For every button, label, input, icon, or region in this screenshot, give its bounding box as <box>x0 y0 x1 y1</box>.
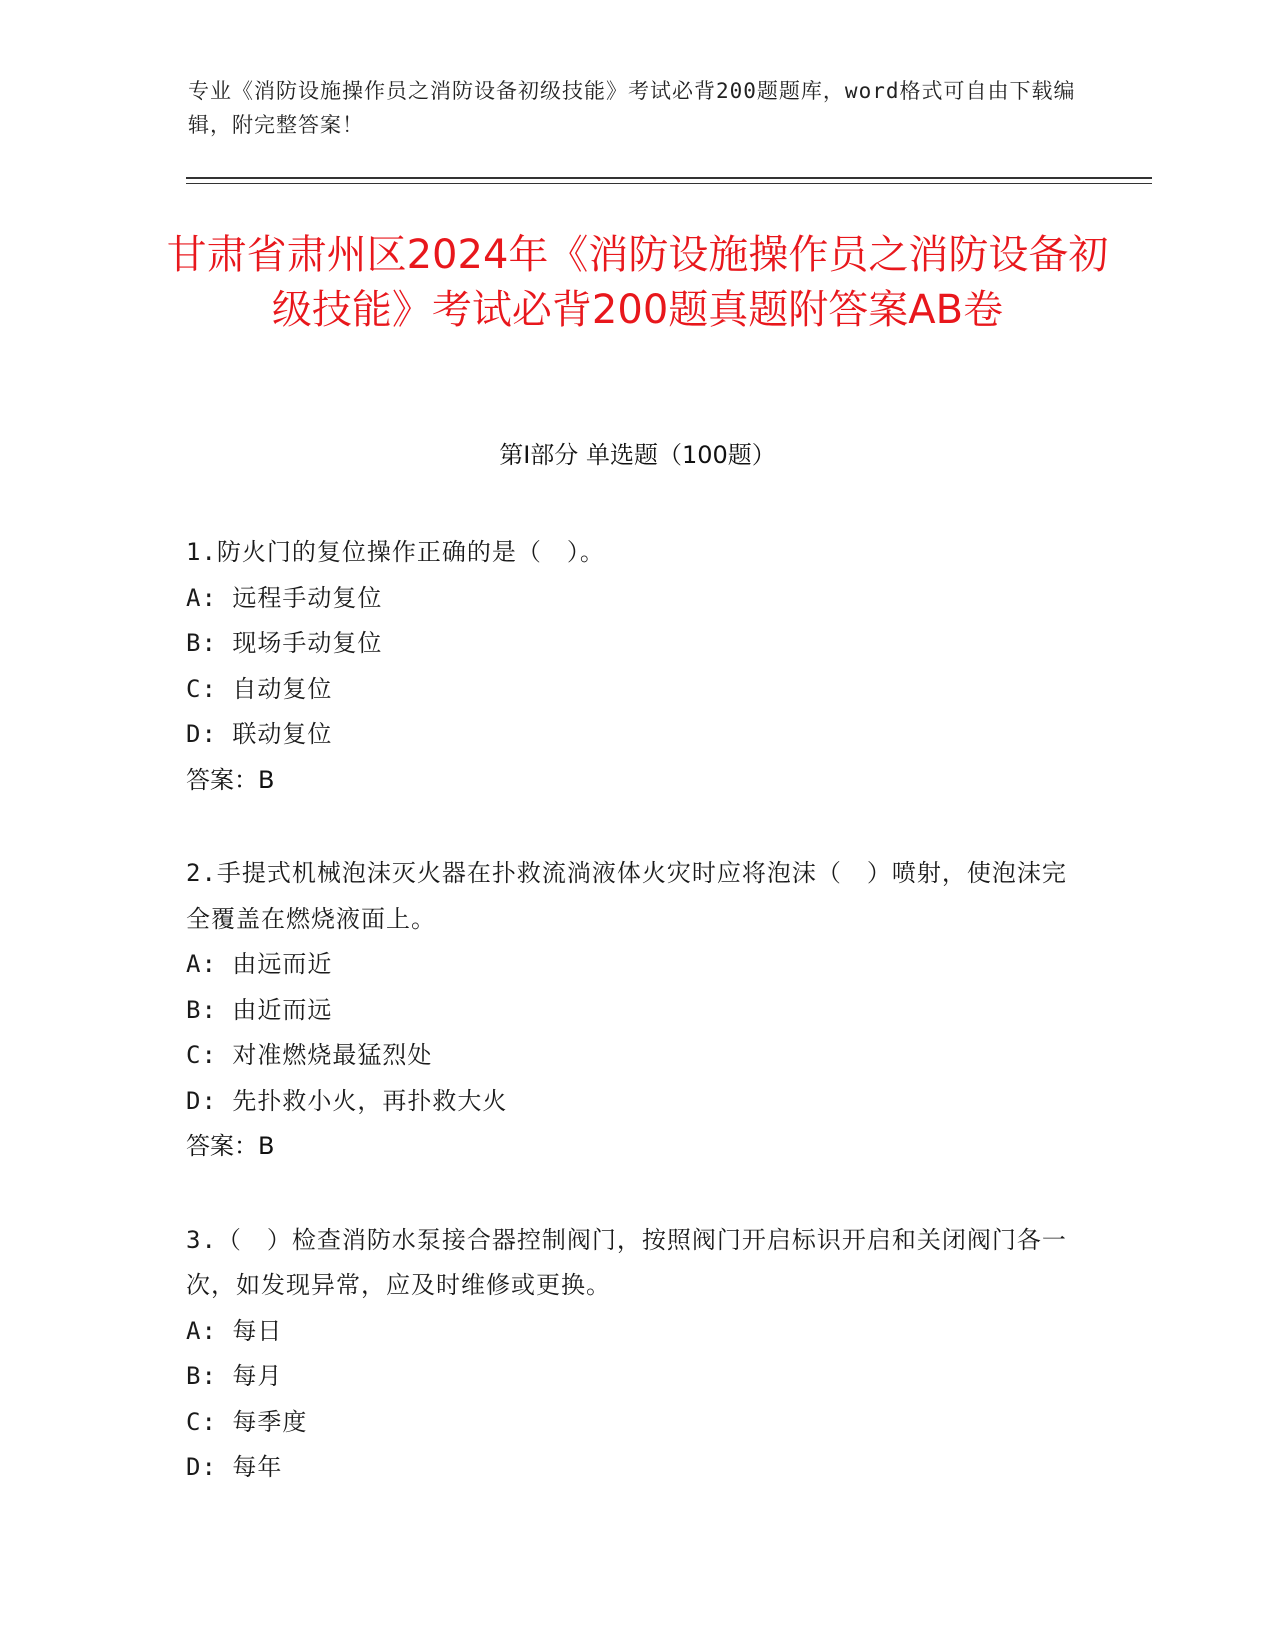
option-c: C: 自动复位 <box>186 674 333 703</box>
header-note: 专业《消防设施操作员之消防设备初级技能》考试必背200题题库，word格式可自由下载编辑，附完整答案！ <box>188 79 1076 137</box>
header-rule-thin <box>186 183 1152 184</box>
option-c: C: 对准燃烧最猛烈处 <box>186 1041 433 1069</box>
document-title: 甘肃省肃州区2024年《消防设施操作员之消防设备初级技能》考试必背200题真题附答案AB卷 <box>166 232 1109 333</box>
option-b: B: 现场手动复位 <box>186 629 383 657</box>
question-stem: 1.防火门的复位操作正确的是（ ）。 <box>186 538 605 566</box>
question-stem: 3.（ ）检查消防水泵接合器控制阀门，按照阀门开启标识开启和关闭阀门各一次，如发现异常，应及时维修或更换。 <box>186 1225 1067 1299</box>
question-1 <box>186 530 1076 803</box>
answer-line: 答案：B <box>186 1132 275 1160</box>
option-a: A: 由远而近 <box>186 950 333 978</box>
section-heading: 第I部分 单选题（100题） <box>499 441 776 469</box>
option-a: A: 每日 <box>186 1316 283 1345</box>
option-c: C: 每季度 <box>186 1407 308 1436</box>
option-d: D: 联动复位 <box>186 720 333 748</box>
header-rule-thick <box>186 177 1152 179</box>
option-b: B: 每月 <box>186 1362 283 1390</box>
option-d: D: 先扑救小火，再扑救大火 <box>186 1086 508 1115</box>
option-d: D: 每年 <box>186 1453 283 1481</box>
question-stem: 2.手提式机械泡沫灭火器在扑救流淌液体火灾时应将泡沫（ ）喷射，使泡沫完全覆盖在燃烧液面上。 <box>186 859 1067 933</box>
answer-line: 答案：B <box>186 765 275 794</box>
question-3 <box>186 1218 1076 1491</box>
option-a: A: 远程手动复位 <box>186 583 383 612</box>
option-b: B: 由近而远 <box>186 995 333 1024</box>
question-2 <box>186 851 1076 1170</box>
question-list <box>186 530 1076 1491</box>
